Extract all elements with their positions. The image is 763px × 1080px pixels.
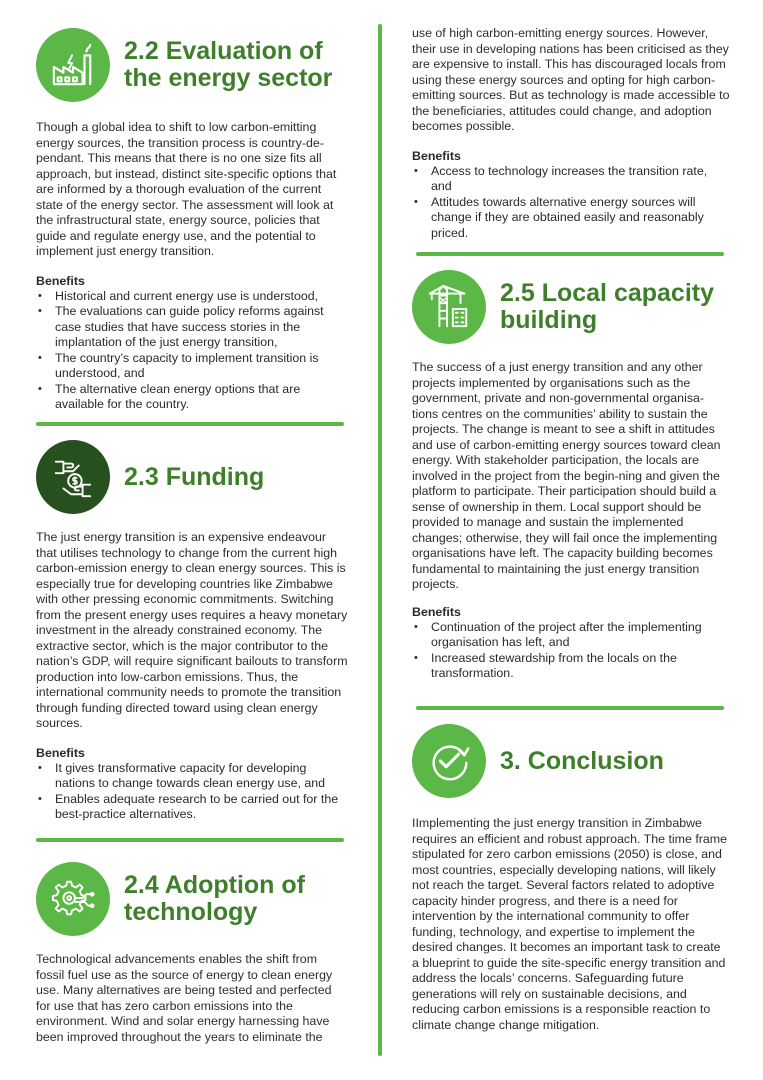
section-paragraph: Though a global idea to shift to low carbon-emitting energy sources, the transition process is country-de-pendant. This means that there is no one size fits all approach, but instead, distinct site-specific options that are informed by a thorough evaluation of the current state of the energy sector. The assessment will look at the infrastructural state, energy source, policies that guide and regulate energy use, and the potential to implement just energy transition. [36, 120, 337, 258]
section-paragraph: Technological advancements enables the shift from fossil fuel use as the source of energy to clean energy use. Many alternatives are being tested and perfected for use that has zero carbon emissions into the environment. Wind and solar energy harnessing have been improved throughout the years to eliminate the [36, 952, 333, 1044]
section-title: 3. Conclusion [500, 746, 664, 775]
benefits-list [36, 761, 348, 823]
benefits-list [412, 620, 730, 682]
section-paragraph: IImplementing the just energy transition in Zimbabwe requires an efficient and robust approach. The time frame stipulated for zero carbon emissions (2050) is close, and most countries, especially developing nations, will likely not reach the target. Several factors related to adoptive capacity hinder progress, and there is a need for intervention by the international community to offer funding, technology, and expertise to implement the desired changes. It becomes an important task to create a blueprint to guide the site-specific energy transition and address the locals’ concerns. Safeguarding future generations will rely on sustainable decisions, and reducing carbon emissions is a responsible reaction to climate change change mitigation. [412, 816, 727, 1032]
section-title: 2.3 Funding [124, 462, 265, 491]
section-heading [36, 28, 348, 102]
section-heading [36, 862, 348, 936]
section-heading [36, 440, 348, 514]
list-item: • The alternative clean energy options that are available for the country. [36, 382, 348, 413]
section-adoption-continued [412, 26, 730, 241]
section-paragraph: The just energy transition is an expensive endeavour that utilises technology to change from the current high carbon-emission energy to clean energy sources. This is especially true for developing countries like Zimbabwe with other pressing economic commitments. Switching from the present energy uses requires a heavy monetary investment in the already constrained economy. The extractive sector, which is the major contributor to the nation’s GDP, will require significant bailouts to transform production into low-carbon emissions. Thus, the international community needs to promote the transition through funding directed toward using clean energy sources. [36, 530, 348, 730]
section-funding [36, 440, 348, 823]
section-title: 2.5 Local capacity building [500, 279, 715, 334]
list-item: • Historical and current energy use is understood, [36, 289, 348, 305]
benefits-label: Benefits [412, 604, 461, 619]
section-divider [36, 838, 344, 842]
benefits-label: Benefits [36, 745, 85, 760]
list-item: • Access to technology increases the transition rate, and [412, 164, 730, 195]
section-paragraph: use of high carbon-emitting energy sources. However, their use in developing nations has been criticised as they are expensive to install. This has discouraged locals from using these energy sources and opting for high carbon-emitting sources. But as technology is made accessible to the beneficiaries, attitudes could change, and adoption becomes possible. [412, 26, 730, 133]
list-item: • The evaluations can guide policy reforms against case studies that have success stories in the implantation of the just energy transition, [36, 304, 348, 351]
power-plant-icon [36, 28, 110, 102]
check-cycle-icon [412, 724, 486, 798]
section-local-capacity [412, 270, 730, 682]
benefits-label: Benefits [36, 273, 85, 288]
section-title: 2.2 Evaluation of the energy sector [124, 37, 333, 92]
crane-building-icon [412, 270, 486, 344]
section-divider [416, 706, 724, 710]
section-divider [36, 422, 344, 426]
section-adoption [36, 862, 348, 1045]
benefits-list [36, 289, 348, 413]
section-heading [412, 270, 730, 344]
list-item: • Continuation of the project after the implementing organisation has left, and [412, 620, 730, 651]
money-hand-icon [36, 440, 110, 514]
section-title: 2.4 Adoption of technology [124, 871, 305, 926]
list-item: • Enables adequate research to be carried out for the best-practice alternatives. [36, 792, 348, 823]
list-item: • The country’s capacity to implement transition is understood, and [36, 351, 348, 382]
column-divider [378, 24, 382, 1056]
list-item: • Increased stewardship from the locals on the transformation. [412, 651, 730, 682]
section-divider [416, 252, 724, 256]
gear-circuit-icon [36, 862, 110, 936]
list-item: • Attitudes towards alternative energy sources will change if they are obtained easily and reasonably priced. [412, 195, 730, 242]
section-heading [412, 724, 730, 798]
section-evaluation [36, 28, 348, 413]
benefits-label: Benefits [412, 148, 461, 163]
benefits-list [412, 164, 730, 242]
section-conclusion [412, 724, 730, 1033]
list-item: • It gives transformative capacity for developing nations to change towards clean energy use, and [36, 761, 348, 792]
section-paragraph: The success of a just energy transition and any other projects implemented by organisations such as the government, private and non-governmental organisa-tions centres on the communities’ ability to sustain the projects. The change is meant to see a shift in attitudes and use of carbon-emitting energy sources toward clean energy. With stakeholder participation, the locals are involved in the project from the begin-ning and given the platform to participate. Their participation should build a sense of ownership in them. Local support should be provided to manage and sustain the implemented changes; otherwise, they will fail once the implementing organisations have left. The capacity building becomes fundamental to maintaining the just energy transition projects. [412, 360, 721, 591]
